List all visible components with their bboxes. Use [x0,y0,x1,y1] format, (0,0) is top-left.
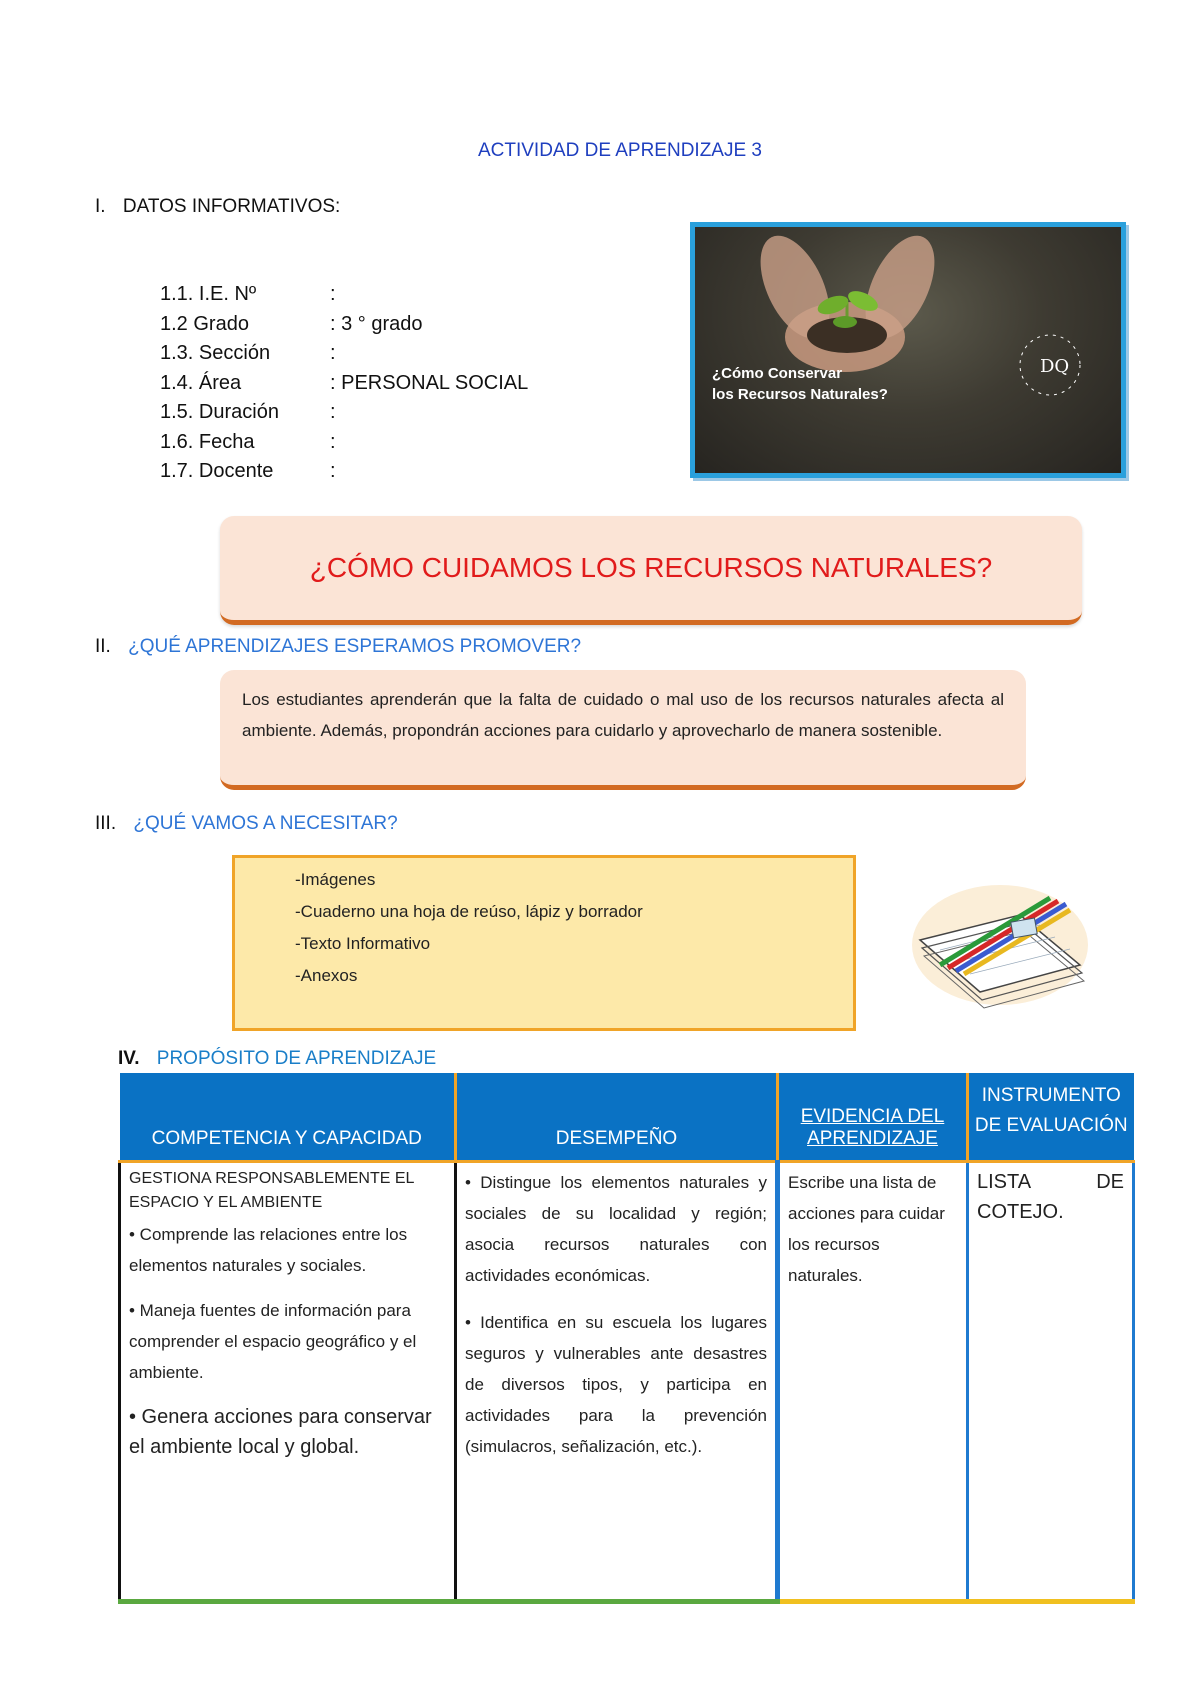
photo-caption-line-1: ¿Cómo Conservar [712,365,843,382]
dato-row [160,369,528,399]
photo-caption-line-2: los Recursos Naturales? [712,386,888,403]
dato-label: 1.5. Duración [160,401,279,423]
dato-label: 1.1. I.E. Nº [160,283,257,305]
header-competencia: COMPETENCIA Y CAPACIDAD [120,1073,456,1161]
instrumento-text: LISTA DE COTEJO. [977,1170,1124,1223]
notebook-pencils-icon [900,870,1090,1010]
learning-goal-box [220,670,1026,790]
dato-value: : 3 ° grado [330,312,423,335]
dato-label: 1.4. Área [160,371,242,394]
header-desempeno: DESEMPEÑO [456,1073,778,1161]
dato-row [160,398,528,428]
capacidad-item: • Genera acciones para conservar el ambiente local y global. [129,1405,432,1458]
section-2-heading [95,636,581,658]
evidencia-cell [778,1161,968,1601]
desempeno-item: • Distingue los elementos naturales y sociales de su localidad y región; asocia recursos naturales con actividades económicas. [465,1172,767,1285]
section-3-title: ¿QUÉ VAMOS A NECESITAR? [133,813,398,834]
learning-purpose-table [118,1073,1135,1604]
evidencia-text: Escribe una lista de acciones para cuidar los recursos naturales. [788,1172,945,1285]
hands-seedling-photo [690,222,1126,478]
header-instrumento: INSTRUMENTO DE EVALUACIÓN [968,1073,1134,1161]
seedling-illustration [695,227,1121,473]
desempeno-cell [456,1161,778,1601]
instrumento-cell [968,1161,1134,1601]
dato-row [160,310,528,340]
capacidad-item: • Comprende las relaciones entre los elementos naturales y sociales. [129,1224,408,1275]
dato-value: : [330,342,336,364]
material-item: -Imágenes [295,870,376,889]
dato-label: 1.2 Grado [160,312,249,335]
dato-label: 1.3. Sección [160,342,271,364]
materials-box [232,855,856,1031]
table-body-row [120,1161,1134,1601]
dato-label: 1.7. Docente [160,460,274,482]
dato-row [160,339,528,369]
section-2-title: ¿QUÉ APRENDIZAJES ESPERAMOS PROMOVER? [128,636,582,657]
learning-goal-text: Los estudiantes aprenderán que la falta de cuidado o mal uso de los recursos naturales afecta al ambiente. Además, propondrán acciones para cuidarlo y aprovecharlo de manera sostenible. [242,690,1004,740]
header-evidencia: EVIDENCIA DEL APRENDIZAJE [778,1073,968,1161]
section-4-number: IV. [118,1048,140,1069]
competencia-cell [120,1161,456,1601]
main-question-text: ¿CÓMO CUIDAMOS LOS RECURSOS NATURALES? [309,552,993,583]
section-3-heading [95,813,398,835]
dato-row [160,280,528,310]
section-3-number: III. [95,813,117,834]
section-2-number: II. [95,636,111,657]
material-item: -Cuaderno una hoja de reúso, lápiz y borrador [295,902,643,921]
dato-label: 1.6. Fecha [160,430,255,453]
section-1-number: I. [95,196,106,217]
dato-value: : [330,401,336,423]
capacidad-item: • Maneja fuentes de información para comprender el espacio geográfico y el ambiente. [129,1300,417,1382]
dato-value: : [330,430,336,453]
dato-value: : PERSONAL SOCIAL [330,371,529,394]
section-1-heading [95,196,340,218]
document-title: ACTIVIDAD DE APRENDIZAJE 3 [477,140,762,161]
dato-row [160,428,528,458]
section-4-title: PROPÓSITO DE APRENDIZAJE [156,1048,437,1069]
table-header-row [120,1073,1134,1161]
section-4-heading [118,1048,436,1070]
datos-informativos-list [160,280,528,487]
section-1-title: DATOS INFORMATIVOS: [122,196,341,217]
main-question-banner [220,516,1082,625]
dq-logo-text: DQ [1040,356,1070,377]
material-item: -Anexos [295,966,358,985]
photo-caption [712,363,888,405]
dato-value: : [330,460,336,482]
dato-value: : [330,283,336,305]
material-item: -Texto Informativo [295,934,431,953]
competencia-title: GESTIONA RESPONSABLEMENTE EL ESPACIO Y EL AMBIENTE [129,1169,414,1211]
dato-row [160,457,528,487]
desempeno-item: • Identifica en su escuela los lugares seguros y vulnerables ante desastres de diversos tipos, y participa en actividades para la prevención (simulacros, señalización, etc.). [465,1312,767,1456]
